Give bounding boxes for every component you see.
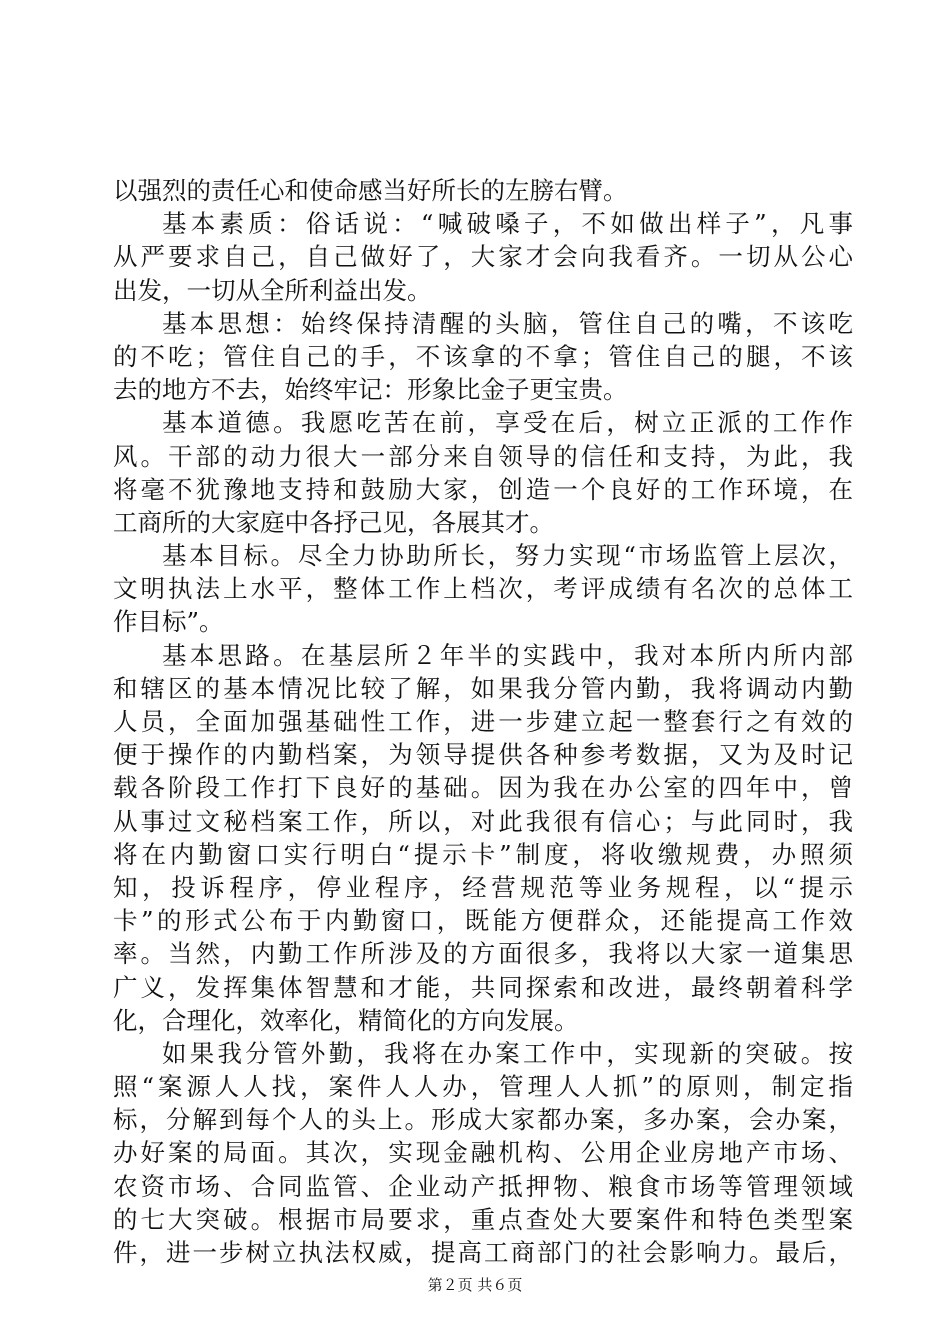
text-line: 办好案的局面。其次，实现金融机构、公用企业房地产市场、: [113, 1138, 853, 1168]
text-line: 和辖区的基本情况比较了解，如果我分管内勤，我将调动内勤: [113, 673, 853, 703]
text-line: 知，投诉程序，停业程序，经营规范等业务规程，以“提示: [113, 872, 853, 902]
text-line: 率。当然，内勤工作所涉及的方面很多，我将以大家一道集思: [113, 939, 853, 969]
text-line: 卡”的形式公布于内勤窗口，既能方便群众，还能提高工作效: [113, 906, 853, 936]
text-line: 标，分解到每个人的头上。形成大家都办案，多办案，会办案，: [113, 1105, 853, 1135]
text-line: 去的地方不去，始终牢记：形象比金子更宝贵。: [113, 375, 628, 405]
text-line: 基本素质：俗话说：“喊破嗓子，不如做出样子”，凡事: [162, 209, 853, 239]
document-body: [113, 174, 853, 1269]
text-line: 农资市场、合同监管、企业动产抵押物、粮食市场等管理领域: [113, 1171, 853, 1201]
text-line: 基本思路。在基层所２年半的实践中，我对本所内所内部: [162, 640, 853, 670]
text-line: 工商所的大家庭中各抒己见，各展其才。: [113, 507, 554, 537]
text-line: 的七大突破。根据市局要求，重点查处大要案件和特色类型案: [113, 1204, 853, 1234]
text-line: 以强烈的责任心和使命感当好所长的左膀右臂。: [113, 176, 628, 205]
text-line: 作目标”。: [113, 607, 224, 637]
page-footer: 第２页 共６页: [427, 1276, 523, 1294]
text-line: 广义，发挥集体智慧和才能，共同探索和改进，最终朝着科学: [113, 972, 853, 1002]
text-line: 照“案源人人找，案件人人办，管理人人抓”的原则，制定指: [113, 1072, 853, 1102]
text-line: 载各阶段工作打下良好的基础。因为我在办公室的四年中，曾: [113, 773, 853, 803]
text-line: 的不吃；管住自己的手，不该拿的不拿；管住自己的腿，不该: [113, 341, 853, 371]
text-line: 出发，一切从全所利益出发。: [113, 275, 432, 305]
text-line: 将毫不犹豫地支持和鼓励大家，创造一个良好的工作环境，在: [113, 474, 853, 504]
text-line: 人员，全面加强基础性工作，进一步建立起一整套行之有效的: [113, 707, 853, 736]
text-line: 基本目标。尽全力协助所长，努力实现“市场监管上层次，: [162, 541, 853, 571]
text-line: 件，进一步树立执法权威，提高工商部门的社会影响力。最后，: [113, 1238, 853, 1267]
text-line: 从严要求自己，自己做好了，大家才会向我看齐。一切从公心: [113, 242, 853, 272]
text-line: 如果我分管外勤，我将在办案工作中，实现新的突破。按: [162, 1038, 853, 1068]
text-line: 化，合理化，效率化，精简化的方向发展。: [113, 1005, 579, 1035]
text-line: 从事过文秘档案工作，所以，对此我很有信心；与此同时，我: [113, 806, 853, 836]
text-line: 文明执法上水平，整体工作上档次，考评成绩有名次的总体工: [113, 574, 853, 604]
text-line: 将在内勤窗口实行明白“提示卡”制度，将收缴规费，办照须: [113, 839, 853, 869]
text-line: 基本道德。我愿吃苦在前，享受在后，树立正派的工作作: [162, 408, 853, 438]
text-line: 风。干部的动力很大一部分来自领导的信任和支持，为此，我: [113, 441, 853, 471]
text-line: 基本思想：始终保持清醒的头脑，管住自己的嘴，不该吃: [162, 308, 853, 338]
text-line: 便于操作的内勤档案，为领导提供各种参考数据，又为及时记: [113, 740, 853, 770]
